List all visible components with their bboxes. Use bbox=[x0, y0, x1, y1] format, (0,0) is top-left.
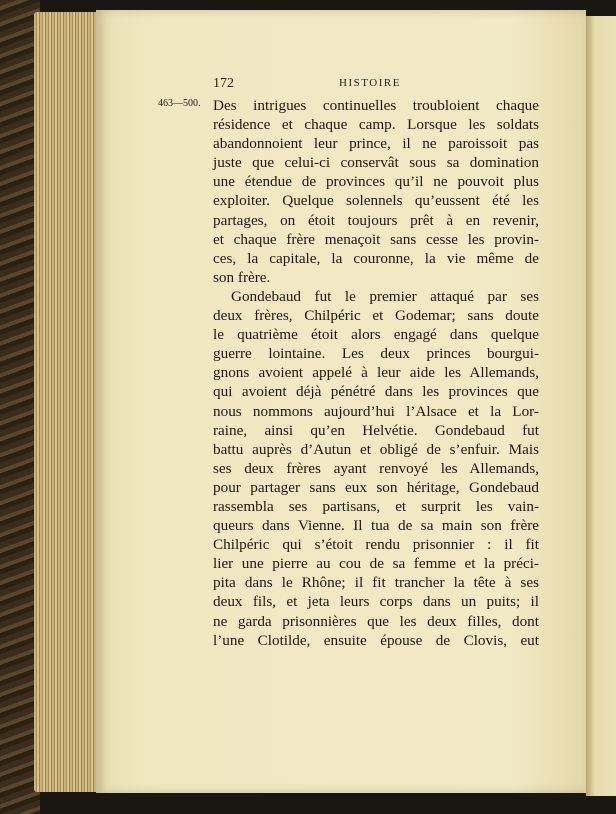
text-line: deux fils, et jeta leurs corps dans un puits; il bbox=[213, 593, 539, 611]
page-number: 172 bbox=[213, 76, 234, 91]
text-line: et chaque frère menaçoit sans cesse les provin- bbox=[213, 230, 539, 248]
text-line: ses deux frères ayant renvoyé les Allemands, bbox=[213, 459, 539, 477]
text-line: le quatrième étoit alors engagé dans quelque bbox=[213, 326, 539, 344]
text-line: lier une pierre au cou de sa femme et la préci- bbox=[213, 555, 539, 573]
text-line: ne garda prisonnières que les deux filles, dont bbox=[213, 612, 539, 630]
text-line: guerre lointaine. Les deux princes bourgui- bbox=[213, 345, 539, 363]
text-line: raine, ainsi qu’en Helvétie. Gondebaud fut bbox=[213, 421, 539, 439]
text-line: partages, on étoit toujours prêt à en revenir, bbox=[213, 211, 539, 229]
text-line: une étendue de provinces qu’il ne pouvoit plus bbox=[213, 173, 539, 191]
text-line: deux frères, Chilpéric et Godemar; sans doute bbox=[213, 307, 539, 325]
running-title: HISTOIRE bbox=[339, 77, 401, 89]
text-line: l’une Clotilde, ensuite épouse de Clovis, eut bbox=[213, 631, 539, 649]
text-line: Chilpéric qui s’étoit rendu prisonnier : il fit bbox=[213, 536, 539, 554]
text-line: gnons avoient appelé à leur aide les Allemands, bbox=[213, 364, 539, 382]
text-line: battu auprès d’Autun et obligé de s’enfuir. Mais bbox=[213, 440, 539, 458]
text-line: juste que celui-ci conservât sous sa domination bbox=[213, 154, 539, 172]
text-line: Gondebaud fut le premier attaqué par ses bbox=[231, 287, 539, 305]
text-line: pour partager sans eux son héritage, Gondebaud bbox=[213, 478, 539, 496]
body-text bbox=[213, 96, 539, 650]
text-line: qui avoient déjà pénétré dans les provinces que bbox=[213, 383, 539, 401]
text-line: son frère. bbox=[213, 268, 271, 286]
margin-date-note: 463—500. bbox=[158, 98, 201, 109]
text-line: queurs dans Vienne. Il tua de sa main son frère bbox=[213, 517, 539, 535]
text-line: résidence et chaque camp. Lorsque les soldats bbox=[213, 116, 539, 134]
text-line: pita dans le Rhône; il fit trancher la tête à ses bbox=[213, 574, 539, 592]
text-line: nous nommons aujourd’hui l’Alsace et la Lor- bbox=[213, 402, 539, 420]
text-line: Des intrigues continuelles troubloient chaque bbox=[213, 97, 539, 114]
page-header bbox=[213, 76, 538, 96]
facing-page-edge bbox=[586, 16, 616, 796]
text-line: rassembla ses partisans, et surprit les vain- bbox=[213, 497, 539, 515]
text-line: abandonnoient leur prince, il ne paroissoit pas bbox=[213, 135, 539, 153]
text-line: ces, la capitale, la couronne, la vie même de bbox=[213, 249, 539, 267]
text-line: exploiter. Quelque solennels qu’eussent été les bbox=[213, 192, 539, 210]
page-edges bbox=[34, 12, 100, 792]
